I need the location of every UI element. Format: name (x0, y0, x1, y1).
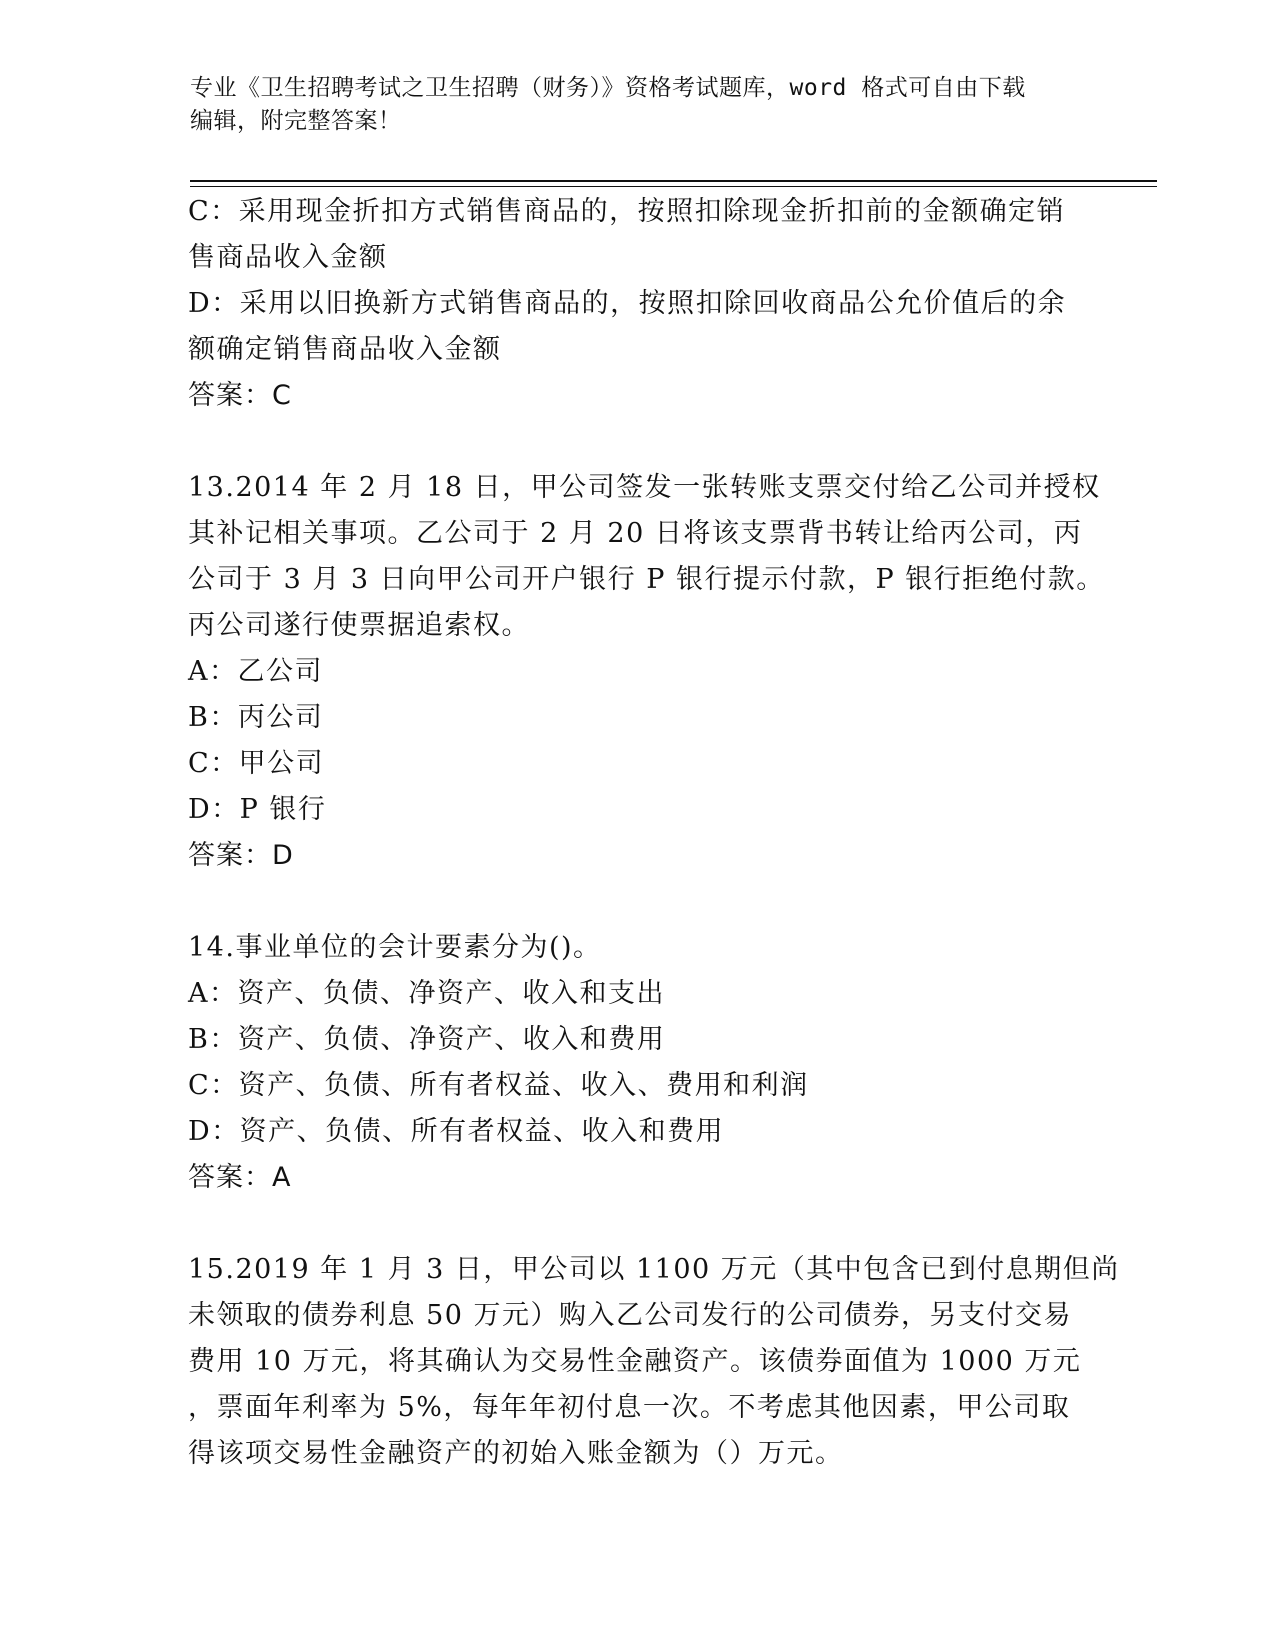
question-13-option-a: A：乙公司 (188, 656, 323, 687)
question-14-option-b: B：资产、负债、净资产、收入和费用 (188, 1024, 666, 1055)
question-14 (188, 925, 1088, 1201)
question-15 (188, 1247, 1120, 1477)
question-15-stem-line-5: 得该项交易性金融资产的初始入账金额为（）万元。 (188, 1438, 844, 1469)
question-15-stem-line-2: 未领取的债券利息 50 万元）购入乙公司发行的公司债券，另支付交易 (188, 1300, 1073, 1331)
question-15-stem-line-4: ，票面年利率为 5%，每年年初付息一次。不考虑其他因素，甲公司取 (188, 1392, 1071, 1423)
question-13-option-d: D：P 银行 (188, 794, 327, 825)
answer-12: 答案：C (188, 380, 292, 411)
page-header (190, 72, 1090, 138)
header-divider-thick (190, 180, 1157, 182)
question-13-stem-line-2: 其补记相关事项。乙公司于 2 月 20 日将该支票背书转让给丙公司，丙 (188, 518, 1083, 549)
question-13-stem-line-4: 丙公司遂行使票据追索权。 (188, 610, 530, 641)
header-line-2: 编辑，附完整答案！ (190, 108, 402, 134)
header-divider-thin (190, 186, 1157, 187)
question-13 (188, 465, 1105, 879)
question-13-stem-line-3: 公司于 3 月 3 日向甲公司开户银行 P 银行提示付款，P 银行拒绝付款。 (188, 564, 1105, 595)
question-14-stem-line-1: 14.事业单位的会计要素分为()。 (188, 932, 602, 963)
option-c-line-1: C：采用现金折扣方式销售商品的，按照扣除现金折扣前的金额确定销 (188, 196, 1066, 227)
answer-13: 答案：D (188, 840, 294, 871)
question-14-option-d: D：资产、负债、所有者权益、收入和费用 (188, 1116, 725, 1147)
question-14-option-a: A：资产、负债、净资产、收入和支出 (188, 978, 665, 1009)
document-body (188, 189, 1120, 1477)
question-14-option-c: C：资产、负债、所有者权益、收入、费用和利润 (188, 1070, 809, 1101)
question-15-stem-line-3: 费用 10 万元，将其确认为交易性金融资产。该债券面值为 1000 万元 (188, 1346, 1082, 1377)
question-13-option-b: B：丙公司 (188, 702, 324, 733)
question-13-option-c: C：甲公司 (188, 748, 325, 779)
option-d-line-2: 额确定销售商品收入金额 (188, 334, 502, 365)
option-c-line-2: 售商品收入金额 (188, 242, 388, 273)
header-line-1: 专业《卫生招聘考试之卫生招聘（财务）》资格考试题库，word 格式可自由下载 (190, 75, 1026, 101)
question-13-stem-line-1: 13.2014 年 2 月 18 日，甲公司签发一张转账支票交付给乙公司并授权 (188, 472, 1101, 503)
spacer (188, 419, 1088, 465)
question-12-tail (188, 189, 1088, 419)
option-d-line-1: D：采用以旧换新方式销售商品的，按照扣除回收商品公允价值后的余 (188, 288, 1067, 319)
spacer (188, 1201, 1088, 1247)
spacer (188, 879, 1088, 925)
answer-14: 答案：A (188, 1162, 292, 1193)
question-15-stem-line-1: 15.2019 年 1 月 3 日，甲公司以 1100 万元（其中包含已到付息期但尚 (188, 1254, 1120, 1285)
